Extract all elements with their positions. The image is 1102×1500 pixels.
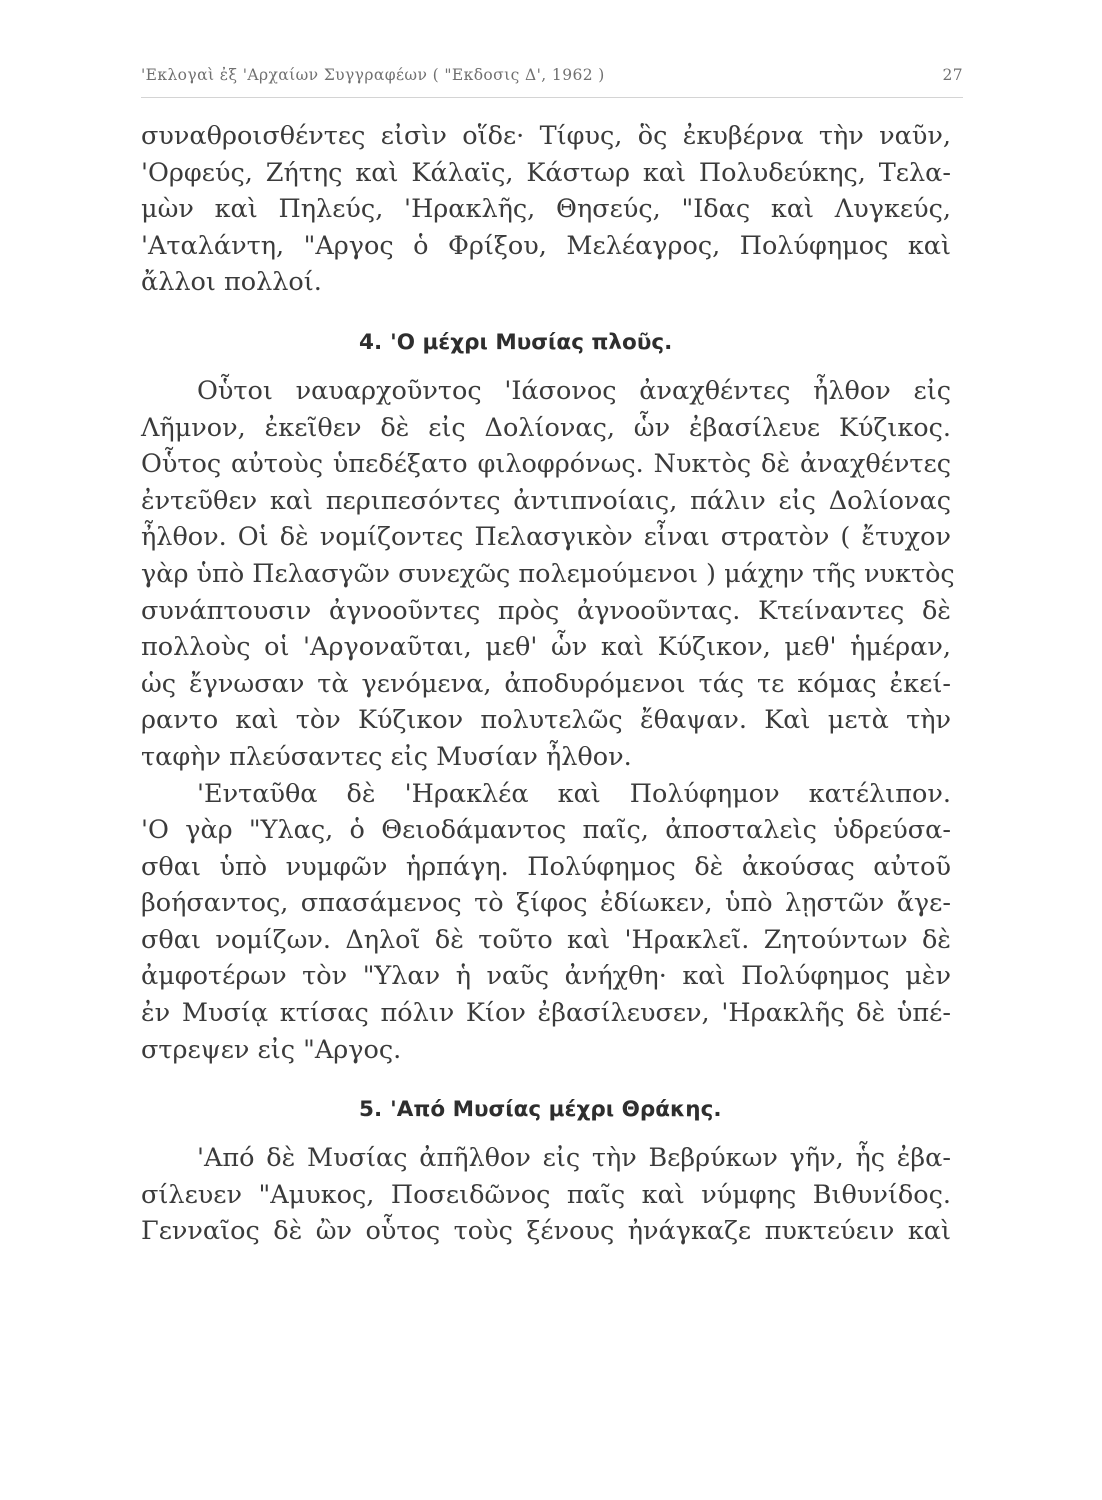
running-head (141, 66, 963, 90)
main-text (141, 118, 955, 1250)
text-line: 'Από δὲ Μυσίας ἀπῆλθον εἰς τὴν Βεβρύκων γῆν, ἧς ἐβα- (197, 1143, 951, 1174)
text-line: ἀμφοτέρων τὸν "Υλαν ἡ ναῦς ἀνήχθη· καὶ Πολύφημος μὲν (141, 961, 951, 992)
text-line: σθαι νομίζων. Δηλοῖ δὲ τοῦτο καὶ 'Ηρακλεῖ. Ζητούντων δὲ (141, 924, 951, 955)
text-line: συναθροισθέντες εἰσὶν οἵδε· Τίφυς, ὃς ἐκυβέρνα τὴν ναῦν, (141, 121, 951, 151)
text-line: Οὗτοι ναυαρχοῦντος 'Ιάσονος ἀναχθέντες ἦλθον εἰς (197, 375, 951, 406)
text-line: Γενναῖος δὲ ὢν οὗτος τοὺς ξένους ἠνάγκαζε πυκτεύειν καὶ (141, 1216, 951, 1247)
paragraph-4 (141, 1140, 951, 1250)
text-line: 'Ορφεύς, Ζήτης καὶ Κάλαϊς, Κάστωρ καὶ Πολυδεύκης, Τελα- (141, 157, 951, 188)
text-line: πολλοὺς οἱ 'Αργοναῦται, μεθ' ὧν καὶ Κύζικον, μεθ' ἡμέραν, (141, 632, 951, 663)
text-line: 'Ο γὰρ "Υλας, ὁ Θειοδάμαντος παῖς, ἀποσταλεὶς ὑδρεύσα- (141, 815, 951, 846)
page-number: 27 (942, 66, 963, 84)
text-line: γὰρ ὑπὸ Πελασγῶν συνεχῶς πολεμούμενοι ) μάχην τῆς νυκτὸς (141, 558, 955, 589)
text-line: 'Αταλάντη, "Αργος ὁ Φρίξου, Μελέαγρος, Πολύφημος καὶ (141, 230, 951, 261)
paragraph-2 (141, 373, 955, 776)
text-line: ἄλλοι πολλοί. (141, 267, 322, 298)
section-number: 4. (359, 329, 383, 355)
text-line: βοήσαντος, σπασάμενος τὸ ξίφος ἐδίωκεν, ὑπὸ λῃστῶν ἄγε- (141, 888, 951, 919)
text-line: ἦλθον. Οἱ δὲ νομίζοντες Πελασγικὸν εἶναι στρατὸν ( ἔτυχον (141, 522, 951, 553)
text-line: 'Ενταῦθα δὲ 'Ηρακλέα καὶ Πολύφημον κατέλιπον. (197, 778, 951, 809)
text-line: ὡς ἔγνωσαν τὰ γενόμενα, ἀποδυρόμενοι τάς τε κόμας ἐκεί- (141, 668, 951, 699)
section-heading-4 (141, 313, 951, 373)
text-line: στρεψεν εἰς "Αργος. (141, 1034, 402, 1065)
text-line: ραντο καὶ τὸν Κύζικον πολυτελῶς ἔθαψαν. Καὶ μετὰ τὴν (141, 705, 951, 736)
text-line: Λῆμνον, ἐκεῖθεν δὲ εἰς Δολίονας, ὧν ἐβασίλευε Κύζικος. (141, 412, 951, 443)
text-line: ἐν Μυσίᾳ κτίσας πόλιν Κίον ἐβασίλευσεν, 'Ηρακλῆς δὲ ὑπέ- (141, 998, 951, 1029)
text-line: σθαι ὑπὸ νυμφῶν ἡρπάγη. Πολύφημος δὲ ἀκούσας αὐτοῦ (141, 851, 951, 882)
section-title: 'Ο μέχρι Μυσίας πλοῦς. (390, 329, 673, 355)
paragraph-3 (141, 776, 951, 1069)
running-title: 'Εκλογαὶ ἐξ 'Αρχαίων Συγγραφέων ( "Εκδοσις Δ', 1962 ) (141, 66, 605, 84)
paragraph-1 (141, 118, 951, 301)
section-number: 5. (359, 1097, 383, 1123)
text-line: σίλευεν "Αμυκος, Ποσειδῶνος παῖς καὶ νύμφης Βιθυνίδος. (141, 1179, 951, 1210)
text-line: Οὗτος αὐτοὺς ὑπεδέξατο φιλοφρόνως. Νυκτὸς δὲ ἀναχθέντες (141, 449, 951, 480)
text-line: συνάπτουσιν ἀγνοοῦντες πρὸς ἀγνοοῦντας. Κτείναντες δὲ (141, 595, 951, 626)
section-heading-5 (141, 1080, 951, 1140)
text-line: ἐντεῦθεν καὶ περιπεσόντες ἀντιπνοίαις, πάλιν εἰς Δολίονας (141, 485, 951, 516)
header-rule (141, 97, 963, 98)
section-title: 'Από Μυσίας μέχρι Θράκης. (390, 1097, 722, 1123)
text-line: μὼν καὶ Πηλεύς, 'Ηρακλῆς, Θησεύς, "Ιδας καὶ Λυγκεύς, (141, 194, 951, 225)
text-line: ταφὴν πλεύσαντες εἰς Μυσίαν ἦλθον. (141, 741, 632, 772)
